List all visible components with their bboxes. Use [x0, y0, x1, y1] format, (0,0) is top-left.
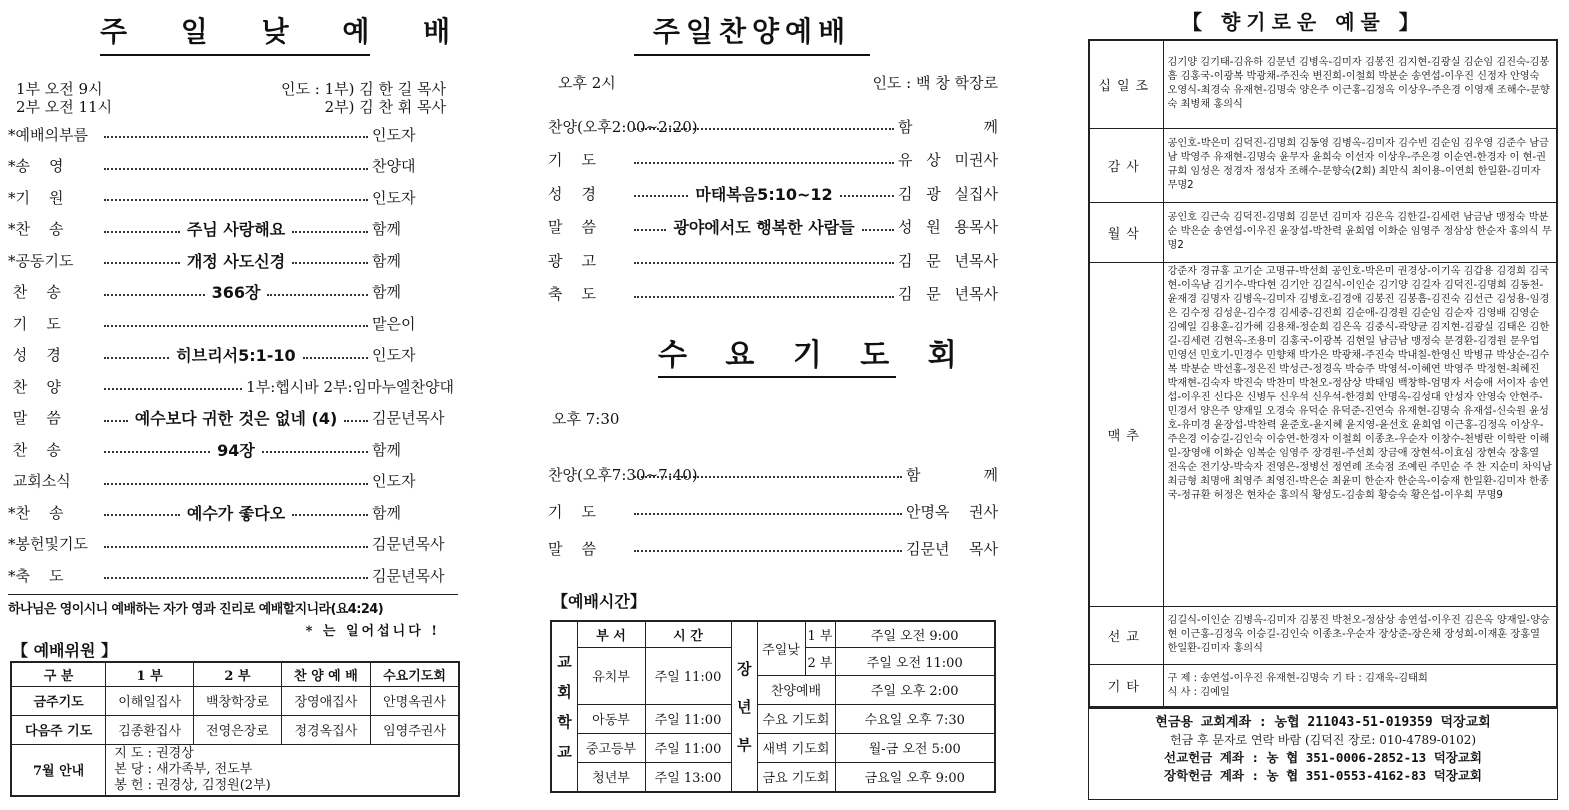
dot-leader	[104, 540, 368, 548]
offering-category: 월삭	[1089, 202, 1163, 262]
offerings-table	[1088, 39, 1558, 709]
dot-leader	[634, 189, 688, 197]
order-item	[548, 116, 998, 136]
offering-names: 김기양 김기태-김유하 김문년 김병옥-김미자 김봉진 김지현-김광실 김순임 김진숙-김봉흠 김홍국-이광복 박광채-주진숙 변진희-이철희 박분순 송연섭-이우진 신정자 안영숙 오영식-최경숙 유재현-김명숙 양은주 이근홍-김정옥 이상우-주은경 이영재 조해수-문향숙 최병채 홍의식	[1163, 40, 1557, 128]
adult-label: 장년부	[737, 659, 752, 754]
order-person: 1부:헵시바 2부:임마누엘찬양대	[246, 377, 454, 396]
order-label: 말 씀	[8, 409, 61, 427]
bank-account-box	[1088, 706, 1558, 800]
school-time: 주일 11:00	[645, 704, 731, 733]
adult-row-name: 새벽 기도회	[757, 733, 835, 762]
order-item	[548, 150, 998, 170]
order-label: 말 씀	[548, 218, 597, 236]
order-label: *예배의부름	[8, 125, 88, 144]
dot-leader	[840, 189, 894, 197]
dot-leader	[104, 508, 180, 516]
order-label: 기 도	[548, 151, 597, 169]
praise-time: 오후 2시	[558, 74, 616, 92]
order-label: 성 경	[548, 184, 597, 203]
order-label: 교회소식	[8, 472, 71, 490]
service-time-1: 1부 오전 9시	[16, 80, 103, 98]
school-dept: 아동부	[577, 704, 645, 733]
order-item	[548, 217, 998, 237]
school-head: 시 간	[645, 621, 731, 647]
order-person: 인도자	[372, 346, 416, 364]
offering-category: 맥추	[1089, 262, 1163, 606]
staff-cell: 임영주권사	[371, 715, 460, 744]
order-person: 김문년목사	[372, 535, 445, 553]
dot-leader	[634, 290, 894, 298]
order-person: 성 원 용목사	[898, 218, 999, 236]
offering-category: 선교	[1089, 606, 1163, 664]
staff-cell: 다음주 기도	[11, 715, 106, 744]
order-label: 기 도	[8, 314, 61, 333]
order-item	[548, 464, 998, 484]
dot-leader	[292, 508, 368, 516]
dot-leader	[104, 288, 205, 296]
dot-leader	[262, 445, 368, 453]
order-item	[8, 187, 454, 207]
dot-leader	[104, 477, 368, 485]
order-item	[548, 501, 998, 521]
order-content: 예수보다 귀한 것은 없네 (4)	[134, 409, 338, 428]
order-label: 찬 송	[8, 283, 61, 301]
dot-leader	[104, 225, 180, 233]
order-person: 김문년목사	[372, 409, 445, 427]
adult-time: 주일 오후 2:00	[835, 675, 995, 704]
order-content: 주님 사랑해요	[186, 220, 286, 239]
order-content: 마태복음5:10~12	[695, 184, 833, 204]
offering-names: 김길식-이인순 김병옥-김미자 김봉진 박천오-정삼상 송연섭-이우진 김은옥 양재일-양승현 이근홍-김정옥 이승길-김인숙 이종초-우순자 장상준-장은채 장성희-이재훈 장홍열 한일환-김미자 홍의식	[1163, 606, 1557, 664]
order-label: 찬 양	[8, 377, 61, 396]
order-person: 함 께	[906, 465, 998, 484]
order-item	[8, 471, 454, 491]
dot-leader	[104, 571, 368, 579]
school-time: 주일 13:00	[645, 762, 731, 792]
sunday-service-title: 주 일 낮 예 배	[100, 10, 370, 56]
staff-cell: 백창학장로	[194, 686, 282, 715]
dot-leader	[634, 256, 894, 264]
staff-head: 2 부	[194, 662, 282, 686]
order-label: 찬양(오후7:30~7:40)	[548, 465, 698, 484]
order-label: 광 고	[548, 251, 597, 270]
school-dept: 청년부	[577, 762, 645, 792]
order-person: 유 상 미권사	[898, 151, 998, 169]
staff-cell: 안명옥권사	[371, 686, 460, 715]
order-item	[8, 376, 454, 396]
offering-names: 공인호-박은미 김덕진-김명희 김동영 김병옥-김미자 김수빈 김순임 김우영 김준수 남금남 박영주 유재현-김명숙 윤무자 윤희숙 이선자 이상우-주은경 이순연-한경자 이 현-권규희 임성은 정경자 정성자 조해수-문향숙(2회) 최만식 최이용-이연희 한일환-김미자 무명2	[1163, 128, 1557, 202]
order-person: 함께	[372, 283, 401, 301]
order-content: 히브리서5:1-10	[176, 346, 296, 365]
dot-leader	[292, 225, 368, 233]
order-label: *공동기도	[8, 251, 74, 270]
july-guide-label: 7월 안내	[11, 744, 106, 796]
order-item	[8, 439, 454, 459]
church-account: 현금용 교회계좌 : 농협 211043-51-019359 덕장교회	[1155, 715, 1491, 730]
scholarship-account: 장학헌금 계좌 : 농 협 351-0553-4162-83 덕장교회	[1164, 768, 1482, 783]
staff-head: 수요기도회	[371, 662, 460, 686]
adult-time: 금요일 오후 9:00	[835, 762, 995, 792]
order-person: 김문년 목사	[906, 539, 998, 558]
offering-names: 공인호 김근숙 김덕진-김명희 김문년 김미자 김은옥 김한길-김세련 남금남 맹정숙 박분순 박은순 송연섭-이우진 윤장섭-박찬력 윤희엽 이화순 임영주 정삼상 한순자 홍의식 무명2	[1163, 202, 1557, 262]
school-time: 주일 11:00	[645, 733, 731, 762]
worship-staff-title: 【 예배위원 】	[12, 641, 117, 660]
order-person: 함께	[372, 220, 401, 238]
dot-leader	[104, 162, 368, 170]
adult-row-name: 주일낮	[757, 621, 805, 675]
order-person: 맡은이	[372, 314, 416, 333]
dot-leader	[104, 319, 368, 327]
staff-cell: 김종환집사	[106, 715, 194, 744]
schedule-table	[550, 620, 996, 793]
order-item	[548, 284, 998, 304]
school-dept: 유치부	[577, 647, 645, 704]
dot-leader	[104, 130, 368, 138]
schedule-title: 【예배시간】	[552, 592, 646, 611]
dot-leader	[862, 223, 894, 231]
order-person: 김문년목사	[372, 566, 445, 585]
dot-leader	[634, 470, 902, 478]
order-label: 찬양(오후2:00~2:20)	[548, 117, 698, 136]
order-label: 성 경	[8, 346, 61, 364]
adult-time: 수요일 오후 7:30	[835, 704, 995, 733]
order-label: *봉헌및기도	[8, 535, 88, 553]
order-item	[8, 282, 454, 302]
praise-service-column	[548, 0, 1008, 810]
order-label: 축 도	[548, 285, 597, 303]
dot-leader	[104, 382, 242, 390]
dot-leader	[634, 507, 902, 515]
adult-row-name: 수요 기도회	[757, 704, 835, 733]
offerings-title: 【 향기로운 예물 】	[1182, 10, 1425, 34]
mission-account: 선교헌금 계좌 : 농 협 351-0006-2852-13 덕장교회	[1164, 750, 1482, 765]
july-line: 지 도 : 권경상	[114, 745, 194, 761]
dot-leader	[104, 193, 368, 201]
dot-leader	[104, 414, 128, 422]
order-content: 개정 사도신경	[186, 251, 286, 271]
adult-part: 2 부	[805, 647, 835, 675]
school-head: 부 서	[577, 621, 645, 647]
order-person: 함께	[372, 251, 401, 270]
order-item	[8, 345, 454, 365]
dot-leader	[634, 544, 902, 552]
staff-head: 구 분	[11, 662, 106, 686]
offerings-column	[1086, 0, 1562, 810]
wednesday-prayer-title: 수 요 기 도 회	[658, 330, 896, 378]
order-item	[8, 250, 454, 270]
july-line: 본 당 : 새가족부, 전도부	[114, 761, 253, 777]
staff-cell: 장영애집사	[281, 686, 370, 715]
praise-leader: 인도 : 백 창 학장로	[872, 74, 998, 92]
dot-leader	[292, 256, 368, 264]
dot-leader	[104, 351, 169, 359]
church-school-label: 교회학교	[557, 652, 572, 761]
dot-leader	[104, 445, 210, 453]
order-label: *찬 송	[8, 220, 64, 238]
order-person: 인도자	[372, 188, 416, 207]
order-content: 예수가 좋다오	[186, 503, 286, 523]
order-label: 말 씀	[548, 539, 597, 558]
service-time-2: 2부 오전 11시	[16, 98, 113, 116]
order-person: 찬양대	[372, 157, 416, 175]
order-item	[8, 219, 454, 239]
worship-staff-table	[10, 661, 460, 797]
order-label: *축 도	[8, 566, 64, 585]
order-item	[8, 565, 454, 585]
order-person: 함께	[372, 440, 401, 459]
dot-leader	[303, 351, 368, 359]
stand-up-note: * 는 일어섭니다 !	[305, 624, 440, 639]
order-label: 기 도	[548, 502, 597, 521]
order-person: 김 문 년목사	[898, 251, 998, 270]
staff-head: 찬 양 예 배	[281, 662, 370, 686]
order-item	[548, 538, 998, 558]
adult-time: 주일 오전 11:00	[835, 647, 995, 675]
order-item	[548, 250, 998, 270]
dot-leader	[634, 156, 894, 164]
order-item	[8, 156, 454, 176]
dot-leader	[344, 414, 368, 422]
order-person: 함께	[372, 503, 401, 522]
dot-leader	[267, 288, 368, 296]
praise-service-title: 주일찬양예배	[634, 10, 870, 56]
order-person: 김 문 년목사	[898, 285, 998, 303]
wednesday-time: 오후 7:30	[552, 410, 620, 428]
dot-leader	[634, 122, 894, 130]
staff-cell: 이해일집사	[106, 686, 194, 715]
offering-names: 강준자 경규홍 고기순 고명규-박선희 공인호-박은미 권경상-이기옥 김갑용 김경희 김국현-이옥남 김기수-박다현 김기안 김길식-이인순 김기양 김길자 김덕진-김명희 김동천-윤재경 김명자 김병옥-김미자 김병호-김경애 김봉진 김봉흠-김진숙 김선근 김성용-임경은 김수정 김성운-김수경 김세중-김진희 김순애-김경원 김순임 김순자 김영배 김영순 김예일 김용훈-김가혜 김용채-정순희 김은옥 김중식-곽양균 김지현-김광실 김태은 김한길-김세련 김현옥-조용미 김홍국-이광복 김현일 남금남 맹정숙 문경환-김경원 문우업 민영선 민호기-민경수 민향채 박가은 박광채-주진숙 박내칠-한영신 박병규 박상순-김수복 박분순 박선홍-정은진 박성근-정경옥 박승주 박영석-이혜연 박영주 박정현-최혜진 박재현-김숙자 박진숙 박찬미 박천오-정삼상 박태임 백창학-엄명자 서승애 서이자 송연섭-이우진 신다은 신병두 신우석 신우석-한경희 안명옥-김성대 안성자 안영숙 안현주-민경서 양은주 양재일 오경숙 유덕순 유덕준-진연숙 유재현-김명숙 유재섭-신숙원 윤성호-유미경 윤장섭-박찬력 윤준호-윤지혜 윤지영-윤선호 윤희엽 이근홍-김정옥 이상우-주은경 이승길-김인숙 이승연-한경자 이철희 이종초-우순자 이창수-천병란 이학란 이해일-장영애 이화순 임복순 임영주 장경원-주선희 장금애 장현석-이효심 장현숙 장홍열 전옥순 전기상-박숙자 전영은-정병선 정연례 조숙점 조예린 주민순 주 찬 지순미 차익남 최금형 최명애 최영주 최영진-박은순 최윤미 한순자 한순옥-이승재 한일환-김미자 한종국-정규환 허정은 현차순 홍의식 황성도-김송희 황승숙 황은섭-이우희 무명9	[1163, 262, 1557, 606]
order-content: 94장	[217, 440, 255, 460]
order-person: 김 광 실집사	[898, 184, 999, 203]
order-item	[8, 124, 454, 144]
staff-cell: 금주기도	[11, 686, 106, 715]
order-person: 인도자	[372, 125, 416, 144]
adult-part: 1 부	[805, 621, 835, 647]
order-label: *찬 송	[8, 503, 64, 522]
order-label: *기 원	[8, 188, 64, 207]
offering-category: 기타	[1089, 664, 1163, 708]
staff-cell: 전영은장로	[194, 715, 282, 744]
adult-row-name: 금요 기도회	[757, 762, 835, 792]
offering-category: 십일조	[1089, 40, 1163, 128]
offering-category: 감사	[1089, 128, 1163, 202]
scripture-verse: 하나님은 영이시니 예배하는 자가 영과 진리로 예배할지니라(요4:24)	[8, 594, 458, 617]
offering-names: 구 제 : 송연섭-이우진 유재현-김명숙 기 타 : 김재욱-김태희 식 사 : 김예일	[1163, 664, 1557, 708]
order-item	[8, 313, 454, 333]
july-line: 봉 헌 : 권경상, 김정원(2부)	[114, 777, 271, 793]
adult-time: 주일 오전 9:00	[835, 621, 995, 647]
staff-cell: 정경옥집사	[281, 715, 370, 744]
dot-leader	[104, 256, 180, 264]
adult-time: 월-금 오전 5:00	[835, 733, 995, 762]
order-label: 찬 송	[8, 440, 61, 459]
order-item	[8, 534, 454, 554]
bank-note: 헌금 후 문자로 연락 바람 (김덕진 장로: 010-4789-0102)	[1169, 733, 1477, 747]
order-item	[548, 183, 998, 203]
adult-row-name: 찬양예배	[757, 675, 835, 704]
leader-2: 2부) 김 찬 휘 목사	[324, 98, 446, 116]
order-content: 366장	[211, 283, 261, 302]
dot-leader	[634, 223, 666, 231]
order-person: 인도자	[372, 472, 416, 490]
order-person: 안명옥 권사	[906, 502, 998, 521]
school-dept: 중고등부	[577, 733, 645, 762]
order-content: 광야에서도 행복한 사람들	[673, 218, 855, 237]
staff-head: 1 부	[106, 662, 194, 686]
order-item	[8, 408, 454, 428]
sunday-service-column	[8, 0, 473, 810]
order-label: *송 영	[8, 157, 64, 175]
leader-1: 인도 : 1부) 김 한 길 목사	[281, 80, 446, 98]
school-time: 주일 11:00	[645, 647, 731, 704]
order-person: 함 께	[898, 117, 998, 136]
order-item	[8, 502, 454, 522]
